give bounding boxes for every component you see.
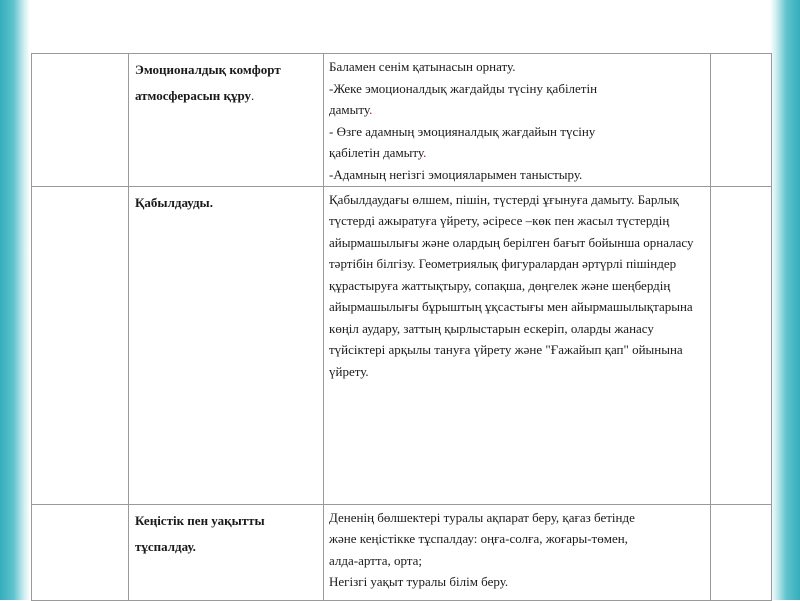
content-line: - Өзге адамның эмоцияналдық жағдайын түсіну [329, 123, 596, 139]
row-title: Эмоционалдық комфорт атмосферасын құру. [135, 62, 281, 103]
content-line: дамыту. [329, 102, 373, 118]
row-title: Қабылдауды. [135, 194, 213, 210]
slide-table [31, 53, 772, 601]
left-gradient-border [0, 0, 30, 600]
right-gradient-border [770, 0, 800, 600]
empty-cell [711, 186, 772, 504]
content-line: және кеңістікке тұспалдау: оңға-солға, жоғары-төмен, [329, 531, 628, 547]
row-content-cell [324, 54, 711, 187]
row-title-cell [129, 54, 324, 187]
row-content-cell [324, 504, 711, 600]
table-row [32, 54, 772, 187]
row-content-cell [324, 186, 711, 504]
empty-cell [32, 186, 129, 504]
content-line: -Жеке эмоционалдық жағдайды түсіну қабілетін [329, 80, 598, 96]
empty-cell [32, 54, 129, 187]
content-line: -Адамның негізгі эмоцияларымен таныстыру. [329, 166, 583, 182]
row-title-cell [129, 186, 324, 504]
empty-cell [711, 54, 772, 187]
empty-cell [32, 504, 129, 600]
table-row [32, 186, 772, 504]
content-line: Негізгі уақыт туралы білім беру. [329, 574, 509, 590]
content-line: қабілетін дамыту. [329, 145, 427, 161]
row-title-cell [129, 504, 324, 600]
content-line: Баламен сенім қатынасын орнату. [329, 59, 516, 74]
content-line: Дененің бөлшектері туралы ақпарат беру, қағаз бетінде [329, 509, 635, 525]
empty-cell [711, 504, 772, 600]
content-paragraph: Қабылдаудағы өлшем, пішін, түстерді ұғынуға дамыту. Барлық түстерді ажыратуға үйрету, әсіресе –көк пен жасыл түстердің айырмашылығы және олардың берілген бағыт бойынша орналасу тәртібін білгізу. Геометриялық фигуралардан әртүрлі пішіндер құрастыруға жаттықтыру, сопақша, дөңгелек және шеңбердің айырмашылығы бұрыштың ұқсастығы мен айырмашылықтарына көңіл аудару, заттың қырлыстарын ескеріп, оларды жанасу түйсіктері арқылы тануға үйрету және "Ғажайып қап" ойынына үйрету. [329, 191, 694, 379]
table-row [32, 504, 772, 600]
row-title: Кеңістік пен уақытты тұспалдау. [135, 512, 265, 554]
content-line: алда-артта, орта; [329, 552, 423, 568]
